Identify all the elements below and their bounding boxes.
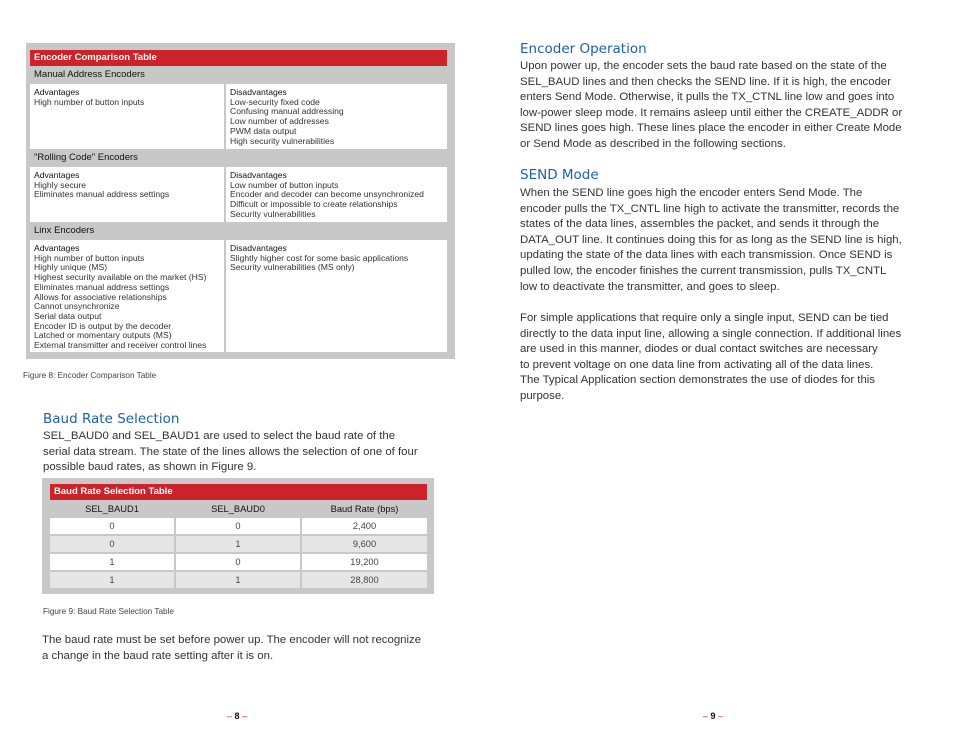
text-line: SEL_BAUD lines and then checks the SEND line. If it is high, the encoder: [520, 75, 892, 88]
encoder-operation-text: [520, 59, 902, 153]
advantage-item: Eliminates manual address settings: [34, 189, 170, 200]
page-number-right: [703, 711, 723, 721]
disadvantage-item: Low number of addresses: [230, 116, 329, 127]
baud-table-title: Baud Rate Selection Table: [50, 484, 427, 500]
text-line: a change in the baud rate setting after it is on.: [42, 649, 274, 662]
advantages-cell: [30, 240, 224, 352]
page-dash: –: [703, 711, 709, 721]
text-line: enters Send Mode. Otherwise, it pulls the TX_CTNL line low and goes into: [520, 91, 895, 104]
figure-9-caption: Figure 9: Baud Rate Selection Table: [43, 607, 174, 616]
disadvantages-cell: [226, 167, 447, 222]
text-line: are used in this manner, diodes or dual contact switches are necessary: [520, 343, 878, 356]
advantages-label: Advantages: [34, 170, 80, 180]
text-line: to prevent voltage on one data line from activating all of the data lines.: [520, 358, 874, 371]
send-mode-heading: SEND Mode: [520, 167, 599, 183]
disadvantages-label: Disadvantages: [230, 87, 287, 97]
baud-rate-outro: [42, 633, 421, 664]
table-cell: 2,400: [302, 518, 427, 534]
disadvantage-item: Low-security fixed code: [230, 96, 320, 107]
text-line: serial data stream. The state of the lines allows the selection of one of four: [43, 445, 418, 458]
section-row-manual: [30, 84, 447, 149]
encoder-comparison-table: [26, 43, 455, 359]
page-dash: –: [242, 711, 248, 721]
disadvantage-item: Encoder and decoder can become unsynchronized: [230, 189, 424, 200]
advantages-cell: [30, 167, 224, 222]
column-header: SEL_BAUD1: [85, 504, 139, 514]
text-line: DATA_OUT line. It continues doing this for as long as the SEND line is high,: [520, 233, 902, 246]
disadvantages-label: Disadvantages: [230, 170, 287, 180]
page-dash: –: [718, 711, 724, 721]
section-row-linx: [30, 240, 447, 352]
table-row: [50, 554, 427, 570]
disadvantage-item: Security vulnerabilities: [230, 208, 316, 219]
text-line: low to deactivate the transmitter, and goes to sleep.: [520, 280, 780, 293]
column-header: Baud Rate (bps): [330, 504, 399, 514]
disadvantage-item: Low number of button inputs: [230, 179, 339, 190]
advantages-cell: [30, 84, 224, 149]
advantage-item: Eliminates manual address settings: [34, 281, 170, 292]
section-header-rolling: "Rolling Code" Encoders: [34, 152, 138, 163]
advantage-item: Highly secure: [34, 179, 87, 190]
disadvantage-item: PWM data output: [230, 125, 297, 136]
disadvantages-label: Disadvantages: [230, 243, 287, 253]
disadvantage-item: Difficult or impossible to create relationships: [230, 199, 398, 210]
text-line: states of the data lines, assembles the packet, and sends it through the: [520, 218, 880, 231]
disadvantage-item: Confusing manual addressing: [230, 106, 344, 117]
table-cell: 28,800: [302, 572, 427, 588]
disadvantage-item: Security vulnerabilities (MS only): [230, 262, 355, 273]
advantage-item: Highly unique (MS): [34, 262, 108, 273]
text-line: updating the state of the data lines with each transmission. Once SEND is: [520, 249, 893, 262]
advantage-item: External transmitter and receiver control lines: [34, 340, 207, 351]
advantage-item: Cannot unsynchronize: [34, 301, 120, 312]
advantage-item: Highest security available on the market (HS): [34, 272, 207, 283]
advantage-item: High number of button inputs: [34, 252, 145, 263]
table-cell: 1: [50, 572, 174, 588]
encoder-table-title: Encoder Comparison Table: [30, 50, 447, 66]
advantage-item: Allows for associative relationships: [34, 291, 167, 302]
page-number: 8: [234, 711, 240, 721]
table-row: [50, 518, 427, 534]
disadvantages-cell: [226, 84, 447, 149]
section-row-rolling: [30, 167, 447, 222]
text-line: directly to the data input line, allowing a single connection. If additional lines: [520, 327, 902, 340]
text-line: purpose.: [520, 389, 565, 402]
advantage-item: Encoder ID is output by the decoder: [34, 320, 172, 331]
table-header-row: [50, 501, 427, 517]
text-line: SEL_BAUD0 and SEL_BAUD1 are used to select the baud rate of the: [43, 430, 396, 442]
figure-8-caption: Figure 8: Encoder Comparison Table: [23, 371, 157, 380]
send-mode-paragraph-2: [520, 311, 901, 405]
table-cell: 1: [176, 536, 300, 552]
advantages-label: Advantages: [34, 87, 80, 97]
table-row: [50, 572, 427, 588]
text-line: pulled low, the encoder finishes the current transmission, pulls TX_CNTL: [520, 264, 887, 277]
advantage-item: High number of button inputs: [34, 96, 145, 107]
disadvantages-cell: [226, 240, 447, 352]
advantages-label: Advantages: [34, 243, 80, 253]
table-cell: 0: [176, 518, 300, 534]
column-header: SEL_BAUD0: [211, 504, 265, 514]
table-cell: 1: [176, 572, 300, 588]
baud-rate-table: [42, 478, 434, 594]
text-line: The Typical Application section demonstrates the use of diodes for this: [520, 374, 875, 387]
text-line: Upon power up, the encoder sets the baud rate based on the state of the: [520, 60, 887, 72]
text-line: When the SEND line goes high the encoder enters Send Mode. The: [520, 187, 863, 199]
text-line: For simple applications that require only a single input, SEND can be tied: [520, 312, 889, 324]
baud-rate-intro: [43, 429, 418, 476]
page-number-left: [227, 711, 247, 721]
table-cell: 0: [176, 554, 300, 570]
section-header-manual: Manual Address Encoders: [34, 69, 145, 80]
table-row: [50, 536, 427, 552]
advantage-item: Serial data output: [34, 310, 102, 321]
page-number: 9: [710, 711, 716, 721]
table-cell: 9,600: [302, 536, 427, 552]
table-cell: 0: [50, 518, 174, 534]
text-line: SEND lines goes high. These lines place the encoder in either Create Mode: [520, 122, 902, 135]
text-line: encoder pulls the TX_CNTL line high to activate the transmitter, records the: [520, 202, 900, 215]
page-dash: –: [227, 711, 233, 721]
send-mode-paragraph-1: [520, 186, 902, 295]
section-header-linx: Linx Encoders: [34, 225, 95, 236]
text-line: or Send Mode as described in the following sections.: [520, 137, 786, 150]
disadvantage-item: High security vulnerabilities: [230, 135, 335, 146]
encoder-operation-heading: Encoder Operation: [520, 41, 647, 57]
text-line: low-power sleep mode. It remains asleep until either the CREATE_ADDR or: [520, 106, 903, 119]
table-cell: 1: [50, 554, 174, 570]
baud-rate-heading: Baud Rate Selection: [43, 411, 180, 427]
advantage-item: Latched or momentary outputs (MS): [34, 330, 172, 341]
table-cell: 0: [50, 536, 174, 552]
table-cell: 19,200: [302, 554, 427, 570]
disadvantage-item: Slightly higher cost for some basic applications: [230, 252, 409, 263]
text-line: possible baud rates, as shown in Figure 9.: [43, 461, 257, 474]
text-line: The baud rate must be set before power up. The encoder will not recognize: [42, 634, 422, 646]
